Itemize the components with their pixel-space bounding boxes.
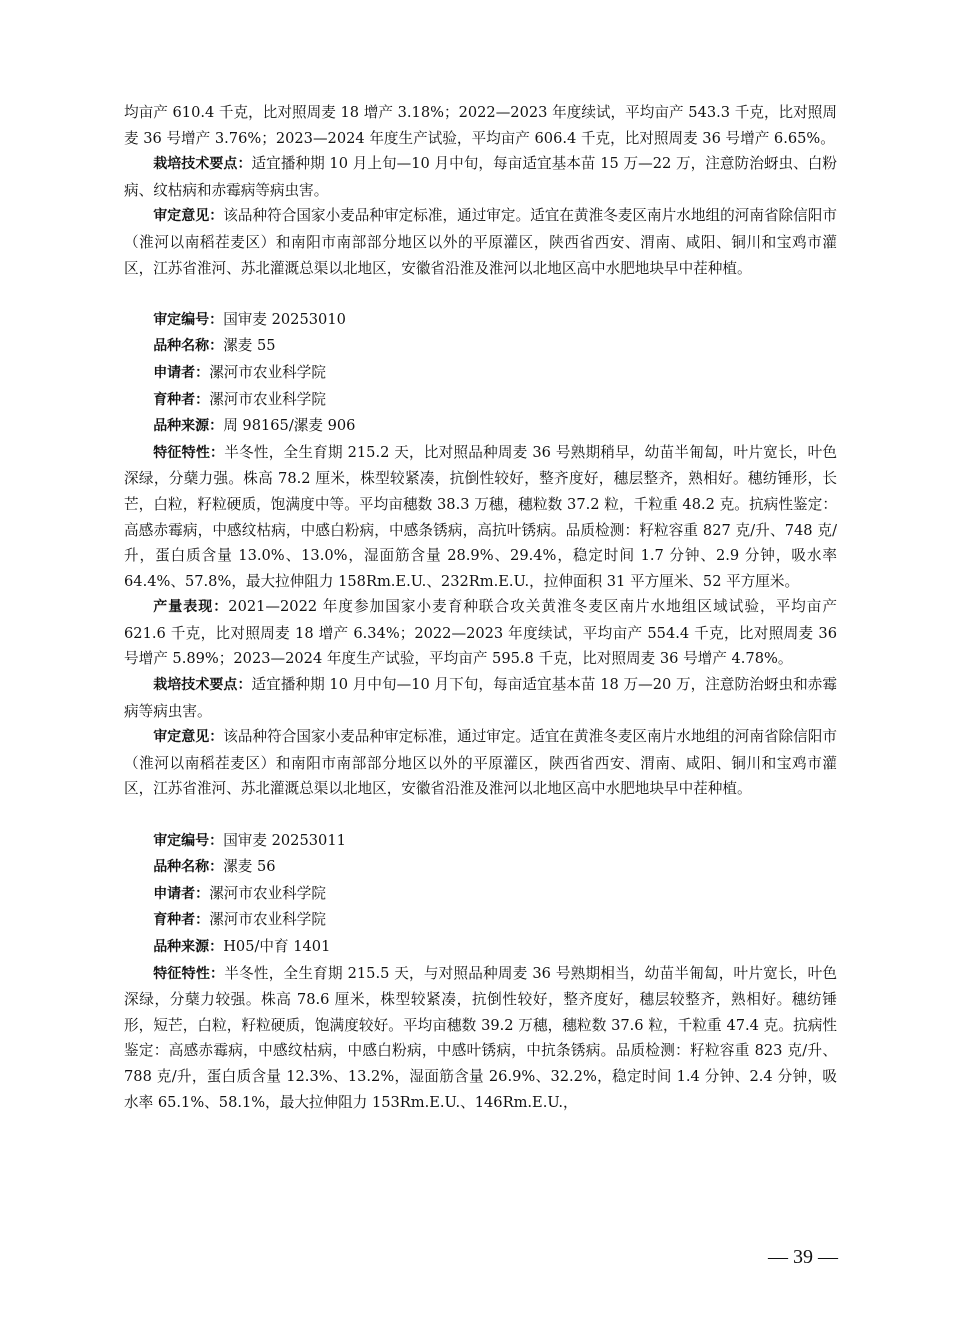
variety-entry-1 [124,307,837,802]
traits-label: 特征特性： [153,965,225,982]
cultivation-label: 栽培技术要点： [153,156,252,173]
variety-source [124,934,837,961]
section-gap [124,281,837,307]
opinion-text: 该品种符合国家小麦品种审定标准，通过审定。适宜在黄淮冬麦区南片水地组的河南省除信阳市（淮河以南稻茬麦区）和南阳市南部部分地区以外的平原灌区，陕西省西安、渭南、咸阳、铜川和宝鸡市灌区，江苏省淮河、苏北灌溉总渠以北地区，安徽省沿淮及淮河以北地区高中水肥地块早中茬种植。 [124,728,837,798]
applicant [124,881,837,908]
breeder-value: 漯河市农业科学院 [209,911,326,929]
variety-name-label: 品种名称： [153,338,224,355]
traits-text: 半冬性，全生育期 215.2 天，比对照品种周麦 36 号熟期稍早，幼苗半匍匐，叶片宽长，叶色深绿，分蘖力强。株高 78.2 厘米，株型较紧凑，抗倒性较好，整齐度好，穗层整齐，熟相好。穗纺锤形，长芒，白粒，籽粒硬质，饱满度中等。平均亩穗数 38.3 万穗，穗粒数 37.2 粒，千粒重 48.2 克。抗病性鉴定：高感赤霉病，中感纹枯病，中感白粉病，中感条锈病，高抗叶锈病。品质检测：籽粒容重 827 克/升、748 克/升，蛋白质含量 13.0%、13.0%，湿面筋含量 28.9%、29.4%，稳定时间 1.7 分钟、2.9 分钟，吸水率 64.4%、57.8%，最大拉伸阻力 158Rm.E.U.、232Rm.E.U.，拉伸面积 31 平方厘米、52 平方厘米。 [124,443,837,590]
traits-paragraph [124,961,837,1116]
applicant-label: 申请者： [153,364,210,381]
variety-name [124,854,837,881]
page-number: — 39 — [768,1246,838,1268]
variety-name-value: 漯麦 55 [223,337,276,355]
opinion-label: 审定意见： [153,208,224,225]
opinion-text: 该品种符合国家小麦品种审定标准，通过审定。适宜在黄淮冬麦区南片水地组的河南省除信阳市（淮河以南稻茬麦区）和南阳市南部部分地区以外的平原灌区，陕西省西安、渭南、咸阳、铜川和宝鸡市灌区，江苏省淮河、苏北灌溉总渠以北地区，安徽省沿淮及淮河以北地区高中水肥地块早中茬种植。 [124,207,837,277]
traits-label: 特征特性： [153,444,225,461]
traits-text: 半冬性，全生育期 215.5 天，与对照品种周麦 36 号熟期相当，幼苗半匍匐，叶片宽长，叶色深绿，分蘖力较强。株高 78.6 厘米，株型较紧凑，抗倒性较好，整齐度好，穗层较整齐，熟相好。穗纺锤形，短芒，白粒，籽粒硬质，饱满度较好。平均亩穗数 39.2 万穗，穗粒数 37.6 粒，千粒重 47.4 克。抗病性鉴定：高感赤霉病，中感纹枯病，中感白粉病，中感叶锈病，中抗条锈病。品质检测：籽粒容重 823 克/升、788 克/升，蛋白质含量 12.3%、13.2%，湿面筋含量 26.9%、32.2%，稳定时间 1.4 分钟、2.4 分钟，吸水率 65.1%、58.1%，最大拉伸阻力 153Rm.E.U.、146Rm.E.U.， [124,964,837,1111]
applicant-value: 漯河市农业科学院 [209,363,326,381]
opinion-label: 审定意见： [153,729,224,746]
variety-source-label: 品种来源： [153,418,224,435]
yield-paragraph [124,594,837,672]
applicant-label: 申请者： [153,885,210,902]
applicant [124,360,837,387]
cultivation-text: 适宜播种期 10 月中旬—10 月下旬，每亩适宜基本苗 18 万—20 万，注意防治蚜虫和赤霉病等病虫害。 [124,676,837,720]
breeder [124,907,837,934]
yield-text: 2021—2022 年度参加国家小麦育种联合攻关黄淮冬麦区南片水地组区域试验，平均亩产 621.6 千克，比对照周麦 18 增产 6.34%；2022—2023 年度续试，平均亩产 554.4 千克，比对照周麦 36 号增产 5.89%；2023—2024 年度生产试验，平均亩产 595.8 千克，比对照周麦 36 号增产 4.78%。 [124,598,838,668]
opinion-paragraph [124,724,837,802]
opinion-paragraph [124,203,837,281]
breeder [124,387,837,414]
applicant-value: 漯河市农业科学院 [209,884,326,902]
document-page [124,100,837,1115]
section-gap [124,802,837,828]
approval-number [124,307,837,334]
approval-number [124,828,837,855]
approval-number-label: 审定编号： [153,832,224,849]
variety-source-value: 周 98165/漯麦 906 [223,417,356,435]
yield-continuation: 均亩产 610.4 千克，比对照周麦 18 增产 3.18%；2022—2023 年度续试，平均亩产 543.3 千克，比对照周麦 36 号增产 3.76%；2023—2024 年度生产试验，平均亩产 606.4 千克，比对照周麦 36 号增产 6.65%。 [124,104,837,147]
variety-name-value: 漯麦 56 [223,858,276,876]
breeder-label: 育种者： [153,391,210,408]
cultivation-paragraph [124,672,837,724]
breeder-label: 育种者： [153,912,210,929]
variety-entry-2 [124,828,837,1116]
approval-number-value: 国审麦 20253010 [223,310,346,328]
cultivation-text: 适宜播种期 10 月上旬—10 月中旬，每亩适宜基本苗 15 万—22 万，注意防治蚜虫、白粉病、纹枯病和赤霉病等病虫害。 [124,155,837,199]
approval-number-value: 国审麦 20253011 [223,831,346,849]
traits-paragraph [124,440,837,595]
variety-name-label: 品种名称： [153,859,224,876]
yield-label: 产量表现： [153,599,229,616]
cultivation-paragraph [124,151,837,203]
breeder-value: 漯河市农业科学院 [209,390,326,408]
variety-source-value: H05/中育 1401 [223,938,331,955]
variety-source [124,413,837,440]
approval-number-label: 审定编号： [153,311,224,328]
cultivation-label: 栽培技术要点： [153,677,252,694]
variety-source-label: 品种来源： [153,939,224,955]
variety-name [124,333,837,360]
